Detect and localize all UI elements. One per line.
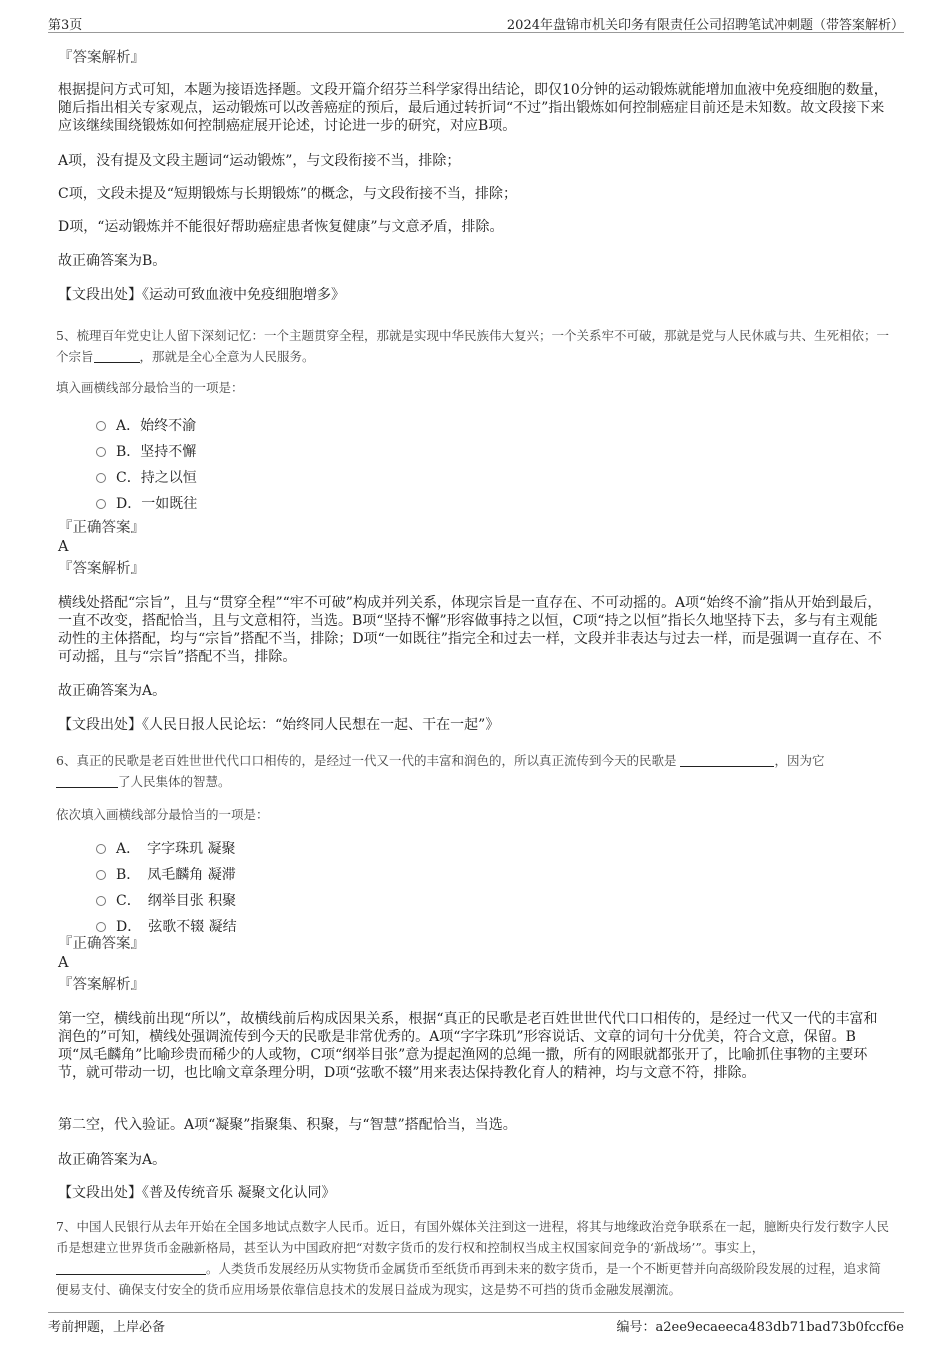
q5-option-c-label: C．持之以恒 [116,470,197,486]
document-title: 2024年盘锦市机关印务有限责任公司招聘笔试冲刺题（带答案解析） [506,18,904,33]
q5-option-a[interactable] [96,417,196,435]
q6-blank-1 [680,754,774,767]
q4-analysis-option-c: C项，文段未提及“短期锻炼与长期锻炼”的概念，与文段衔接不当，排除； [58,186,518,202]
q4-analysis-option-a: A项，没有提及文段主题词“运动锻炼”，与文段衔接不当，排除； [58,153,461,169]
q5-conclusion: 故正确答案为A。 [58,683,167,699]
q6-stem-text-b: ，因为它 [774,753,825,768]
q6-conclusion: 故正确答案为A。 [58,1152,167,1168]
q4-analysis-option-d: D项，“运动锻炼并不能很好帮助癌症患者恢复健康”与文意矛盾，排除。 [58,219,504,235]
q6-option-a[interactable] [96,840,236,858]
page-footer [48,1312,904,1335]
q4-analysis-label: 『答案解析』 [58,50,145,66]
radio-icon[interactable] [96,922,106,932]
radio-icon[interactable] [96,896,106,906]
q4-conclusion: 故正确答案为B。 [58,253,167,269]
q6-stem-text-c: 了人民集体的智慧。 [118,774,231,789]
q6-correct-label: 『正确答案』 [58,936,145,952]
document-id: 编号：a2ee9ecaeeca483db71bad73b0fccf6e [616,1320,904,1335]
page-number: 第3页 [48,18,83,33]
q7-stem-text-a: 7、中国人民银行从去年开始在全国多地试点数字人民币。近日，有国外媒体关注到这一进程，将其与地缘政治竞争联系在一起，臆断央行发行数字人民币是想建立世界货币金融新格局，甚至认为中国政府把“对数字货币的发行权和控制权当成主权国家间竞争的‘新战场’”。事实上， [56,1219,889,1255]
q5-option-a-label: A．始终不渝 [116,418,197,434]
radio-icon[interactable] [96,870,106,880]
q6-stem [56,750,892,792]
q7-stem-text-b: 。人类货币发展经历从实物货币金属货币至纸货币再到未来的数字货币，是一个不断更替并向高级阶段发展的过程，追求简便易支付、确保支付安全的货币应用场景依靠信息技术的发展日益成为现实，这是势不可挡的货币金融发展潮流。 [56,1261,882,1297]
q6-option-c[interactable] [96,892,236,910]
q7-stem [56,1216,892,1300]
q6-stem-text-a: 6、真正的民歌是老百姓世世代代口口相传的，是经过一代又一代的丰富和润色的，所以真正流传到今天的民歌是 [56,753,677,768]
q6-option-c-label: C． 纲举目张 积聚 [116,893,237,909]
q6-option-b[interactable] [96,866,236,884]
q7-blank [56,1262,206,1275]
q6-blank-2 [56,775,118,788]
q5-analysis-label: 『答案解析』 [58,561,145,577]
q6-option-a-label: A． 字字珠玑 凝聚 [116,841,236,857]
q6-option-d-label: D． 弦歌不辍 凝结 [116,919,237,935]
q5-option-b[interactable] [96,443,196,461]
footer-slogan: 考前押题，上岸必备 [48,1320,166,1335]
radio-icon[interactable] [96,447,106,457]
q5-stem-text-b: ，那就是全心全意为人民服务。 [139,349,315,364]
q5-correct-answer: A [58,539,69,555]
q5-option-d[interactable] [96,495,197,513]
q5-prompt: 填入画横线部分最恰当的一项是： [56,380,244,395]
q6-analysis-label: 『答案解析』 [58,977,145,993]
page-header [48,12,904,33]
q5-analysis-paragraph: 横线处搭配“宗旨”，且与“贯穿全程”“牢不可破”构成并列关系，体现宗旨是一直存在、不可动摇的。A项“始终不渝”指从开始到最后，一直不改变，搭配恰当，且与文意相符，当选。B项“坚持不懈”形容做事持之以恒，C项“持之以恒”指长久地坚持下去，多与有主观能动性的主体搭配，均与“宗旨”搭配不当，排除；D项“一如既往”指完全和过去一样，文段并非表达与过去一样，而是强调一直存在、不可动摇，且与“宗旨”搭配不当，排除。 [58,595,882,665]
radio-icon[interactable] [96,421,106,431]
q6-analysis-paragraph-2: 第二空，代入验证。A项“凝聚”指聚集、积聚，与“智慧”搭配恰当，当选。 [58,1117,517,1133]
q5-stem [56,325,892,367]
q5-source: 【文段出处】《人民日报人民论坛：“始终同人民想在一起、干在一起”》 [58,717,500,733]
radio-icon[interactable] [96,499,106,509]
radio-icon[interactable] [96,844,106,854]
q5-blank [94,350,140,363]
q6-option-b-label: B． 凤毛麟角 凝滞 [116,867,236,883]
q5-stem-text-a: 5、梳理百年党史让人留下深刻记忆：一个主题贯穿全程，那就是实现中华民族伟大复兴；一个关系牢不可破，那就是党与人民休戚与共、生死相依；一个宗旨 [56,328,889,364]
q6-prompt: 依次填入画横线部分最恰当的一项是： [56,807,269,822]
q5-correct-label: 『正确答案』 [58,520,145,536]
q6-source: 【文段出处】《普及传统音乐 凝聚文化认同》 [58,1185,336,1201]
q4-analysis-paragraph: 根据提问方式可知，本题为接语选择题。文段开篇介绍芬兰科学家得出结论，即仅10分钟的运动锻炼就能增加血液中免疫细胞的数量，随后指出相关专家观点，运动锻炼可以改善癌症的预后，最后通过转折词“不过”指出锻炼如何控制癌症目前还是未知数。故文段接下来应该继续围绕锻炼如何控制癌症展开论述，讨论进一步的研究，对应B项。 [58,82,888,134]
q5-option-d-label: D．一如既往 [116,496,198,512]
q6-correct-answer: A [58,955,69,971]
radio-icon[interactable] [96,473,106,483]
q5-option-c[interactable] [96,469,197,487]
q6-analysis-paragraph-1: 第一空，横线前出现“所以”，故横线前后构成因果关系，根据“真正的民歌是老百姓世世代代口口相传的，是经过一代又一代的丰富和润色的”可知，横线处强调流传到今天的民歌是非常优秀的。A项“字字珠玑”形容说话、文章的词句十分优美，符合文意，保留。B项“凤毛麟角”比喻珍贵而稀少的人或物，C项“纲举目张”意为提起渔网的总绳一撒，所有的网眼就都张开了，比喻抓住事物的主要环节，就可带动一切，也比喻文章条理分明，D项“弦歌不辍”用来表达保持教化育人的精神，均与文意不符，排除。 [58,1011,878,1081]
q4-source: 【文段出处】《运动可致血液中免疫细胞增多》 [58,287,345,303]
q5-option-b-label: B．坚持不懈 [116,444,197,460]
